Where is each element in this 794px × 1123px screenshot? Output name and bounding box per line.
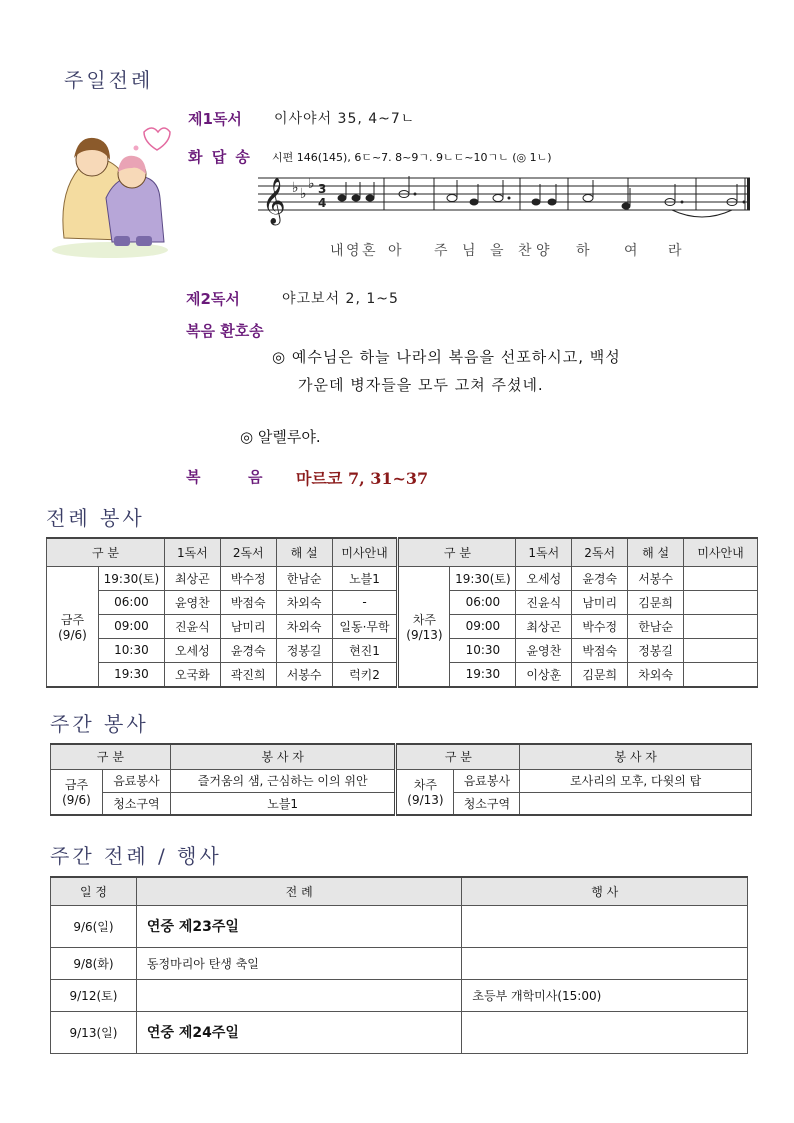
header-division: 구 분	[396, 744, 520, 769]
this-week-date: (9/6)	[62, 793, 91, 808]
event-date: 9/13(일)	[51, 1011, 137, 1053]
event-activity: 초등부 개학미사(15:00)	[462, 979, 748, 1011]
table-cell: 06:00	[450, 590, 516, 614]
liturgy-service-table	[46, 537, 758, 688]
table-cell: 10:30	[98, 638, 164, 662]
treble-clef-icon: 𝄞	[262, 178, 286, 224]
table-cell: 차외숙	[628, 662, 684, 687]
table-cell: 박수정	[572, 614, 628, 638]
acclamation-line1: ◎ 예수님은 하늘 나라의 복음을 선포하시고, 백성	[272, 348, 621, 366]
table-cell: 곽진희	[220, 662, 276, 687]
lyric-syllable: 을	[490, 243, 504, 259]
event-activity	[462, 905, 748, 947]
lyric-syllable: 아	[388, 243, 402, 259]
table-cell: 오세성	[516, 566, 572, 590]
table-cell: 노블1	[170, 792, 396, 815]
event-liturgy: 동정마리아 탄생 축일	[136, 947, 461, 979]
svg-text:3: 3	[318, 182, 327, 196]
event-date: 9/8(화)	[51, 947, 137, 979]
table-cell: 오국화	[164, 662, 220, 687]
next-week-label: 차주	[413, 778, 438, 793]
table-cell	[684, 614, 758, 638]
table-cell: 노블1	[332, 566, 398, 590]
header-volunteers: 봉 사 자	[170, 744, 396, 769]
table-cell: 진윤식	[516, 590, 572, 614]
table-cell: 윤경숙	[572, 566, 628, 590]
header-mass-guide: 미사안내	[684, 538, 758, 566]
table-cell: 차외숙	[276, 614, 332, 638]
table-cell: 진윤식	[164, 614, 220, 638]
header-commentary: 해 설	[276, 538, 332, 566]
weekly-service-table	[50, 743, 752, 816]
lyric-syllable: 주	[434, 243, 448, 259]
next-week-label: 차주	[412, 612, 437, 627]
table-cell: 19:30	[450, 662, 516, 687]
weekly-events-title: 주간 전례 / 행사	[50, 844, 222, 868]
lyric-syllable: 찬	[518, 243, 532, 259]
header-division: 구 분	[51, 744, 171, 769]
this-week-cell	[51, 769, 103, 815]
reading1-text: 이사야서 35, 4~7ㄴ	[274, 111, 416, 127]
header-division: 구 분	[47, 538, 165, 566]
table-cell: 윤영찬	[164, 590, 220, 614]
event-liturgy: 연중 제23주일	[136, 905, 461, 947]
next-week-cell	[398, 566, 450, 687]
sunday-liturgy-title: 주일전례	[64, 68, 154, 92]
lyric-syllable: 혼	[362, 243, 376, 259]
table-cell: 서봉수	[276, 662, 332, 687]
reading1-label: 제1독서	[188, 110, 242, 128]
lyric-syllable: 라	[668, 243, 682, 259]
psalm-lyrics	[330, 240, 690, 260]
table-cell: 정봉길	[628, 638, 684, 662]
table-cell: 최상곤	[164, 566, 220, 590]
table-cell: 윤경숙	[220, 638, 276, 662]
gospel-label-2: 음	[248, 468, 263, 486]
liturgy-service-title: 전례 봉사	[46, 506, 145, 530]
next-week-date: (9/13)	[407, 793, 444, 808]
table-cell: 윤영찬	[516, 638, 572, 662]
table-cell: 한남순	[276, 566, 332, 590]
table-cell	[684, 638, 758, 662]
table-cell: 김문희	[628, 590, 684, 614]
event-date: 9/12(토)	[51, 979, 137, 1011]
lyric-syllable: 양	[536, 243, 550, 259]
table-cell: 남미리	[572, 590, 628, 614]
gospel-label-1: 복	[186, 468, 201, 486]
table-cell: 10:30	[450, 638, 516, 662]
header-volunteers: 봉 사 자	[520, 744, 752, 769]
jesus-child-illustration	[44, 118, 176, 258]
svg-text:♭: ♭	[292, 180, 299, 196]
svg-text:♭: ♭	[308, 176, 315, 192]
table-cell: 박점숙	[572, 638, 628, 662]
table-cell: 19:30(토)	[450, 566, 516, 590]
svg-text:♭: ♭	[300, 186, 307, 202]
header-division: 구 분	[398, 538, 516, 566]
table-cell: 럭키2	[332, 662, 398, 687]
header-reading2: 2독서	[220, 538, 276, 566]
this-week-date: (9/6)	[58, 627, 87, 642]
table-cell: 청소구역	[454, 792, 520, 815]
reading2-label: 제2독서	[186, 290, 240, 308]
table-cell: 최상곤	[516, 614, 572, 638]
header-schedule: 일 정	[51, 877, 137, 905]
table-cell: 한남순	[628, 614, 684, 638]
this-week-label: 금주	[64, 778, 89, 793]
table-cell: 로사리의 모후, 다윗의 탑	[520, 769, 752, 792]
header-liturgy: 전 례	[136, 877, 461, 905]
this-week-cell	[47, 566, 99, 687]
table-cell: 남미리	[220, 614, 276, 638]
header-mass-guide: 미사안내	[332, 538, 398, 566]
next-week-date: (9/13)	[406, 627, 443, 642]
table-cell: 09:00	[450, 614, 516, 638]
table-cell: 음료봉사	[454, 769, 520, 792]
weekly-service-title: 주간 봉사	[50, 712, 149, 736]
lyric-syllable: 내	[330, 243, 344, 259]
table-cell	[684, 662, 758, 687]
table-cell: 현진1	[332, 638, 398, 662]
gospel-text: 마르코 7, 31~37	[296, 469, 429, 488]
table-cell: 오세성	[164, 638, 220, 662]
svg-text:4: 4	[318, 196, 327, 210]
this-week-label: 금주	[60, 612, 85, 627]
psalm-label: 화 답 송	[188, 148, 252, 166]
table-cell: 서봉수	[628, 566, 684, 590]
event-date: 9/6(일)	[51, 905, 137, 947]
table-cell: 06:00	[98, 590, 164, 614]
table-cell: 즐거움의 샘, 근심하는 이의 위안	[170, 769, 396, 792]
lyric-syllable: 님	[462, 243, 476, 259]
next-week-cell	[396, 769, 454, 815]
table-cell: 19:30(토)	[98, 566, 164, 590]
table-cell: 박점숙	[220, 590, 276, 614]
table-cell: 이상훈	[516, 662, 572, 687]
table-cell: 김문희	[572, 662, 628, 687]
event-activity	[462, 1011, 748, 1053]
header-event: 행 사	[462, 877, 748, 905]
table-cell	[520, 792, 752, 815]
lyric-syllable: 영	[346, 243, 360, 259]
table-cell: 일동·무학	[332, 614, 398, 638]
weekly-events-table	[50, 876, 748, 1054]
acclamation-line2: 가운데 병자들을 모두 고쳐 주셨네.	[298, 376, 544, 394]
event-activity	[462, 947, 748, 979]
table-cell: 09:00	[98, 614, 164, 638]
table-cell: 박수정	[220, 566, 276, 590]
reading2-text: 야고보서 2, 1~5	[282, 291, 399, 307]
table-cell: 차외숙	[276, 590, 332, 614]
psalm-text: 시편 146(145), 6ㄷ~7. 8~9ㄱ. 9ㄴㄷ~10ㄱㄴ (◎ 1ㄴ)	[272, 151, 552, 164]
table-cell: 19:30	[98, 662, 164, 687]
header-reading2: 2독서	[572, 538, 628, 566]
heart-icon	[144, 128, 170, 150]
alleluia-text: ◎ 알렐루야.	[240, 428, 321, 446]
psalm-music-staff	[258, 170, 752, 240]
table-cell: -	[332, 590, 398, 614]
header-commentary: 해 설	[628, 538, 684, 566]
header-reading1: 1독서	[516, 538, 572, 566]
event-liturgy: 연중 제24주일	[136, 1011, 461, 1053]
lyric-syllable: 여	[624, 243, 638, 259]
acclamation-label: 복음 환호송	[186, 322, 264, 340]
event-liturgy	[136, 979, 461, 1011]
table-cell: 음료봉사	[102, 769, 170, 792]
table-cell	[684, 590, 758, 614]
header-reading1: 1독서	[164, 538, 220, 566]
table-cell: 청소구역	[102, 792, 170, 815]
table-cell	[684, 566, 758, 590]
table-cell: 정봉길	[276, 638, 332, 662]
lyric-syllable: 하	[576, 243, 590, 259]
